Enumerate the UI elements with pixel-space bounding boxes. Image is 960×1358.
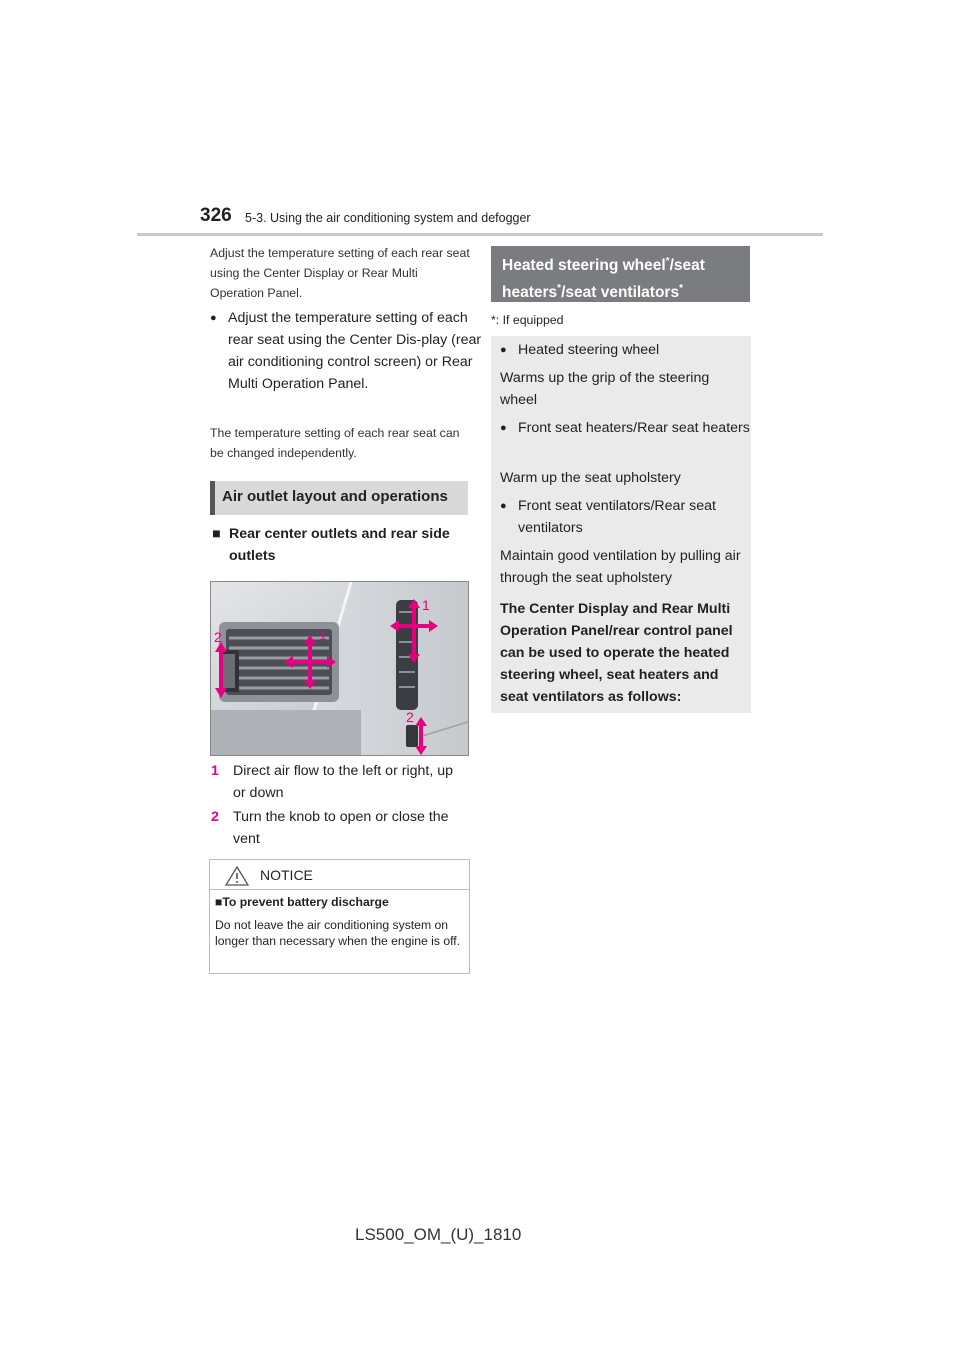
operation-note: The Center Display and Rear Multi Operation Panel/rear control panel can be used to operate the heated steering wheel, seat heaters and seat ventilators as follows:: [500, 601, 733, 705]
bullet-icon: ●: [210, 312, 217, 324]
notice-box: [209, 859, 470, 974]
section-heading: [210, 481, 468, 515]
bullet-icon: ●: [500, 422, 507, 434]
document-code: LS500_OM_(U)_1810: [355, 1225, 522, 1244]
air-outlet-illustration: [211, 582, 468, 755]
item-number: 1: [211, 763, 219, 779]
notice-title: ■To prevent battery discharge: [215, 895, 389, 909]
bullet-item: [210, 307, 488, 395]
list-item: [211, 760, 466, 804]
notice-label: NOTICE: [260, 867, 313, 883]
bullet-item: ● Heated steering wheel: [500, 339, 758, 361]
square-bullet-icon: ■: [212, 526, 221, 542]
bullet-item: ● Front seat ventilators/Rear seat ventilators: [500, 495, 758, 539]
warning-icon: [225, 866, 249, 886]
figure-callout-1b: 1: [422, 597, 430, 613]
subheading: [212, 523, 470, 567]
section-heading-text: Air outlet layout and operations: [222, 488, 448, 505]
footnote: *: If equipped: [491, 313, 564, 327]
right-heading-text: Heated steering wheel*/seat heaters*/seat ventilators*: [502, 256, 705, 302]
bullet-text: Adjust the temperature setting of each rear seat using the Center Dis-play (rear air conditioning control screen) or Rear Multi Operation Panel.: [228, 310, 482, 392]
header-divider: [137, 233, 823, 236]
features-box: [491, 336, 751, 713]
feature-description: Warm up the seat upholstery: [500, 470, 681, 486]
item-number: 2: [211, 809, 219, 825]
right-section-heading: [491, 246, 750, 302]
figure-callout-2: 2: [214, 629, 222, 645]
feature-description: Maintain good ventilation by pulling air through the seat upholstery: [500, 548, 741, 586]
intro-text: Adjust the temperature setting of each rear seat using the Center Display or Rear Multi Operation Panel.: [210, 246, 470, 300]
page-number: 326: [200, 205, 232, 226]
bullet-icon: ●: [500, 344, 507, 356]
notice-header: [210, 860, 469, 890]
subheading-text: Rear center outlets and rear side outlets: [229, 526, 450, 564]
note-text: The temperature setting of each rear seat can be changed independently.: [210, 426, 460, 460]
item-text: Direct air flow to the left or right, up or down: [233, 763, 453, 801]
list-item: [211, 806, 466, 850]
bullet-icon: ●: [500, 500, 507, 512]
air-outlet-figure: [210, 581, 469, 756]
figure-callout-1: 1: [319, 627, 327, 643]
bullet-item: ● Front seat heaters/Rear seat heaters: [500, 417, 758, 439]
item-text: Turn the knob to open or close the vent: [233, 809, 449, 847]
figure-callout-2b: 2: [406, 709, 414, 725]
section-title: 5-3. Using the air conditioning system and defogger: [245, 211, 531, 225]
feature-description: Warms up the grip of the steering wheel: [500, 370, 710, 408]
notice-body: Do not leave the air conditioning system on longer than necessary when the engine is off.: [215, 918, 461, 948]
heading-stripe: [210, 481, 215, 515]
